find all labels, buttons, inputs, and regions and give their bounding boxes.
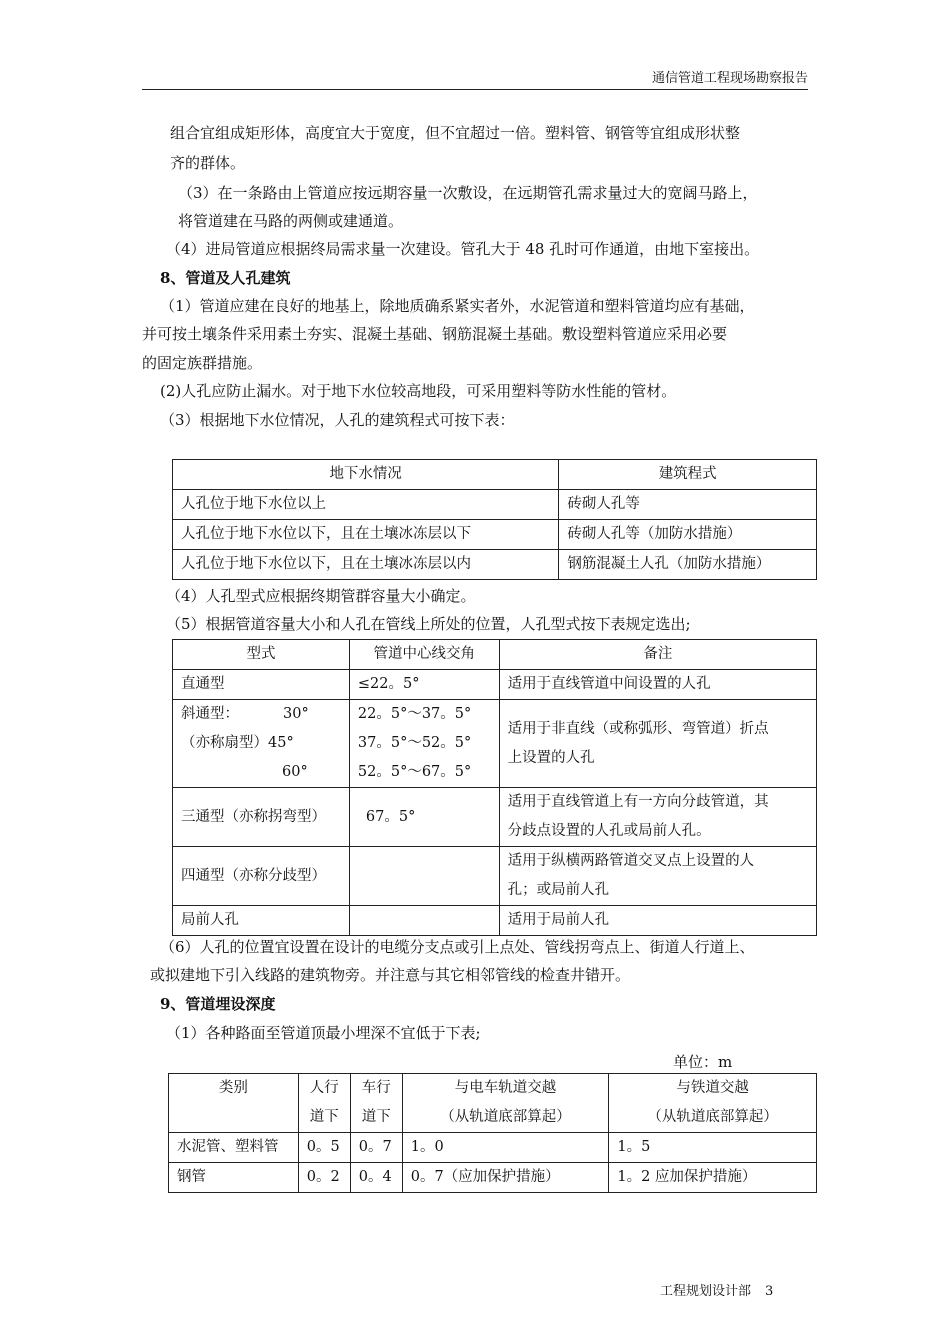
- cell-line: 适用于非直线（或称弧形、弯管道）折点: [507, 720, 769, 737]
- table-cell: [499, 788, 816, 847]
- table-cell: [499, 847, 816, 906]
- cell-line: 人行: [309, 1080, 339, 1096]
- table-cell: ≤22。5°: [349, 670, 499, 700]
- paragraph-line: （4）人孔型式应根据终期管群容量大小确定。: [166, 587, 476, 605]
- running-header: 通信管道工程现场勘察报告: [651, 71, 808, 86]
- table-cell: 适用于直线管道中间设置的人孔: [499, 670, 816, 700]
- table-row: [173, 670, 817, 700]
- table-cell: 砖砌人孔等（加防水措施）: [559, 520, 817, 550]
- table-header-cell: [350, 1074, 402, 1133]
- cell-line: 与铁道交越: [676, 1080, 749, 1096]
- page-number: 3: [765, 1284, 774, 1299]
- table-cell: [349, 847, 499, 906]
- table-cell: 0。7: [350, 1133, 402, 1163]
- cell-line: 适用于直线管道上有一方向分歧管道，其: [507, 794, 769, 810]
- table-cell: 人孔位于地下水位以下，且在土壤冰冻层以内: [173, 550, 559, 580]
- header-rule: [142, 89, 808, 90]
- table-cell: 0。5: [298, 1133, 350, 1163]
- table-header-cell: 管道中心线交角: [349, 640, 499, 670]
- paragraph-line: 组合宜组成矩形体，高度宜大于宽度，但不宜超过一倍。塑料管、钢管等宜组成形状整: [170, 124, 741, 142]
- groundwater-table: [172, 459, 817, 580]
- cell-line: 车行: [361, 1080, 391, 1096]
- paragraph-line: （1）管道应建在良好的地基上，除地质确系紧实者外，水泥管道和塑料管道均应有基础，: [160, 297, 755, 315]
- cell-line: 22。5°～37。5°: [357, 706, 472, 722]
- cell-line: 37。5°～52。5°: [357, 735, 472, 751]
- paragraph-line: 齐的群体。: [170, 154, 246, 172]
- table-header-row: [169, 1074, 817, 1133]
- table-cell: 67。5°: [349, 788, 499, 847]
- paragraph-line: 或拟建地下引入线路的建筑物旁。并注意与其它相邻管线的检查井错开。: [150, 966, 631, 984]
- cell-line: 60°: [282, 764, 308, 780]
- table-header-cell: [609, 1074, 817, 1133]
- table-header-cell: [402, 1074, 609, 1133]
- table-header-row: [173, 460, 817, 490]
- table-cell: 0。2: [298, 1163, 350, 1193]
- table-cell: 直通型: [173, 670, 350, 700]
- cell-line: [181, 700, 341, 729]
- table-cell: 适用于局前人孔: [499, 906, 816, 936]
- table-row: [173, 550, 817, 580]
- section-heading-8: 8、管道及人孔建筑: [160, 269, 291, 287]
- table-cell: 钢管: [169, 1163, 299, 1193]
- unit-label: 单位：m: [673, 1053, 733, 1071]
- cell-line: 上设置的人孔: [507, 749, 595, 766]
- table-cell: 1。5: [609, 1133, 817, 1163]
- table-row: [169, 1133, 817, 1163]
- table-cell: 三通型（亦称拐弯型）: [173, 788, 350, 847]
- cell-line: 分歧点设置的人孔或局前人孔。: [507, 823, 711, 839]
- section-heading-9: 9、管道埋设深度: [160, 995, 276, 1013]
- table-header-row: [173, 640, 817, 670]
- cell-line: 与电车轨道交越: [454, 1080, 557, 1096]
- cell-line: 孔；或局前人孔: [507, 882, 610, 898]
- table-header-cell: 类别: [169, 1074, 299, 1133]
- table-cell: 局前人孔: [173, 906, 350, 936]
- table-cell: 砖砌人孔等: [559, 490, 817, 520]
- paragraph-line: 将管道建在马路的两侧或建通道。: [178, 212, 404, 230]
- table-header-cell: 建筑程式: [559, 460, 817, 490]
- paragraph-line: （6）人孔的位置宜设置在设计的电缆分支点或引上点处、管线拐弯点上、街道人行道上、: [160, 938, 755, 956]
- table-cell: 水泥管、塑料管: [169, 1133, 299, 1163]
- table-row: [173, 490, 817, 520]
- cell-line: 道下: [309, 1109, 339, 1125]
- cell-line: （从轨道底部算起）: [647, 1109, 778, 1125]
- manhole-type-table: [172, 639, 817, 936]
- table-header-cell: 地下水情况: [173, 460, 559, 490]
- cell-line: 适用于纵横两路管道交叉点上设置的人: [507, 853, 755, 869]
- table-header-cell: 型式: [173, 640, 350, 670]
- footer-dept: 工程规划设计部: [660, 1284, 752, 1299]
- table-cell: 人孔位于地下水位以上: [173, 490, 559, 520]
- cell-line: （从轨道底部算起）: [440, 1109, 571, 1125]
- paragraph-line: 并可按土壤条件采用素土夯实、混凝土基础、钢筋混凝土基础。敷设塑料管道应采用必要: [142, 325, 728, 343]
- paragraph-line: 的固定族群措施。: [142, 354, 263, 372]
- table-cell: 1。0: [402, 1133, 609, 1163]
- table-header-cell: [298, 1074, 350, 1133]
- table-cell: 钢筋混凝土人孔（加防水措施）: [559, 550, 817, 580]
- table-row: [173, 788, 817, 847]
- table-cell: 1。2 应加保护措施）: [609, 1163, 817, 1193]
- table-cell: 人孔位于地下水位以下，且在土壤冰冻层以下: [173, 520, 559, 550]
- cell-line: （亦称扇型）45°: [181, 735, 294, 751]
- cell-line: 52。5°～67。5°: [357, 764, 472, 780]
- table-cell: 四通型（亦称分歧型）: [173, 847, 350, 906]
- paragraph-line: （1）各种路面至管道顶最小埋深不宜低于下表;: [166, 1024, 481, 1042]
- table-cell: [499, 700, 816, 788]
- table-header-cell: 备注: [499, 640, 816, 670]
- burial-depth-table: [168, 1073, 817, 1193]
- paragraph-line: (2)人孔应防止漏水。对于地下水位较高地段，可采用塑料等防水性能的管材。: [160, 382, 677, 400]
- cell-text: 斜通型：: [181, 706, 239, 722]
- table-cell: [173, 700, 350, 788]
- cell-line: 道下: [361, 1109, 391, 1125]
- paragraph-line: （3）根据地下水位情况，人孔的建筑程式可按下表：: [160, 411, 515, 429]
- table-row: [173, 700, 817, 788]
- table-cell: 0。7（应加保护措施）: [402, 1163, 609, 1193]
- table-row: [169, 1163, 817, 1193]
- table-cell: [349, 906, 499, 936]
- table-cell: [349, 700, 499, 788]
- table-cell: 0。4: [350, 1163, 402, 1193]
- table-row: [173, 520, 817, 550]
- table-row: [173, 906, 817, 936]
- paragraph-line: （3）在一条路由上管道应按远期容量一次敷设，在远期管孔需求量过大的宽阔马路上，: [178, 184, 758, 202]
- paragraph-line: （5）根据管道容量大小和人孔在管线上所处的位置，人孔型式按下表规定选出;: [166, 615, 691, 633]
- table-row: [173, 847, 817, 906]
- paragraph-line: （4）进局管道应根据终局需求量一次建设。管孔大于 48 孔时可作通道，由地下室接出。: [166, 240, 760, 258]
- cell-text: 30°: [283, 706, 309, 722]
- page-footer: [660, 1283, 773, 1301]
